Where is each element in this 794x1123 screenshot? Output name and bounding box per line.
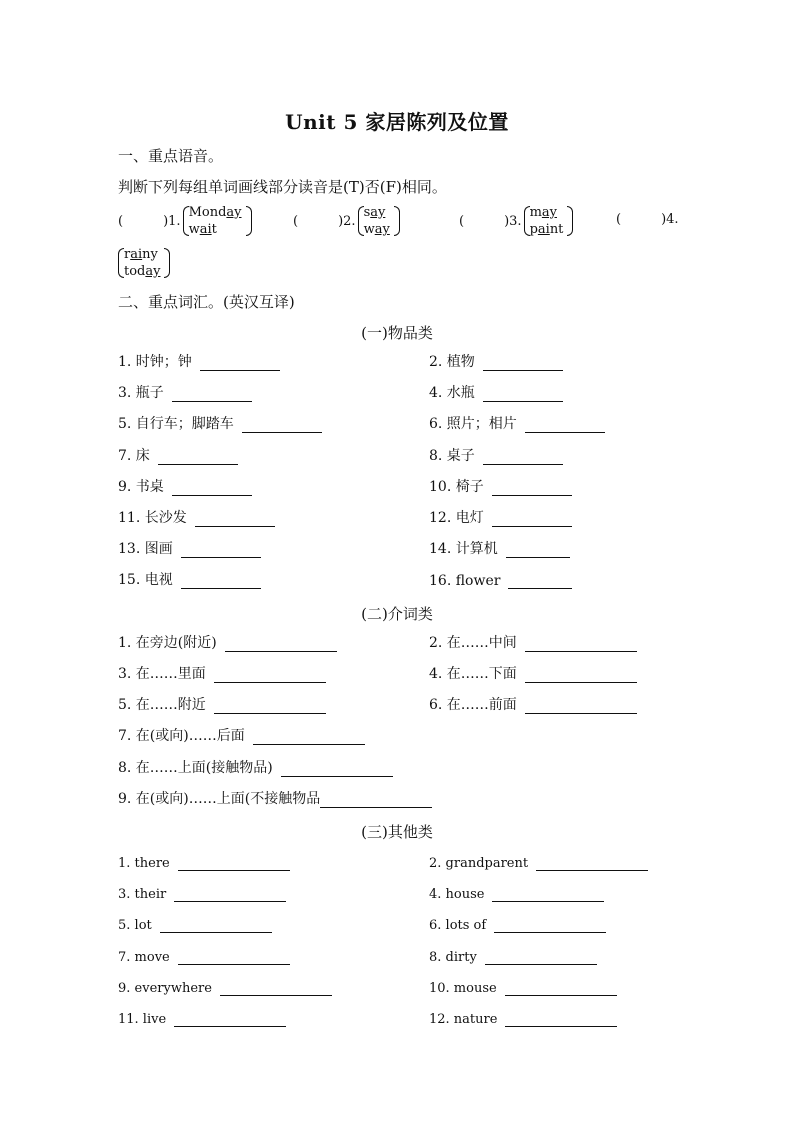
answer-blank[interactable] <box>181 543 261 558</box>
answer-blank[interactable] <box>320 793 432 808</box>
vocab-item: 4. house <box>429 882 604 902</box>
answer-blank[interactable] <box>242 418 322 433</box>
vocab-item: 10. mouse <box>429 976 617 996</box>
answer-blank[interactable] <box>214 699 326 714</box>
section1-heading: 一、重点语音。 <box>118 147 224 165</box>
answer-blank[interactable] <box>172 481 252 496</box>
group1-title: (一)物品类 <box>361 324 433 342</box>
vocab-item: 3. 瓶子 <box>118 382 252 402</box>
word-pair-4: rainy today <box>118 246 170 280</box>
phonics-item-2: ( )2. say way <box>293 204 400 238</box>
word-pair-3: may paint <box>524 204 574 238</box>
page-title: Unit 5 家居陈列及位置 <box>285 110 509 134</box>
vocab-item: 9. everywhere <box>118 976 332 996</box>
vocab-item: 8. 在……上面(接触物品) <box>118 757 393 777</box>
word-pair-1: Monday wait <box>183 204 252 238</box>
answer-blank[interactable] <box>253 730 365 745</box>
answer-blank[interactable] <box>525 699 637 714</box>
group2-title: (二)介词类 <box>361 605 433 623</box>
vocab-item: 3. 在……里面 <box>118 663 326 683</box>
vocab-item: 7. move <box>118 945 290 965</box>
vocab-item: 2. 在……中间 <box>429 632 637 652</box>
vocab-item: 6. 在……前面 <box>429 694 637 714</box>
answer-blank[interactable] <box>505 1012 617 1027</box>
answer-blank[interactable] <box>220 981 332 996</box>
vocab-item: 6. lots of <box>429 913 606 933</box>
vocab-item: 1. there <box>118 851 290 871</box>
answer-blank[interactable] <box>536 856 648 871</box>
vocab-item: 16. flower <box>429 569 572 589</box>
vocab-item: 5. lot <box>118 913 272 933</box>
section1-instruction: 判断下列每组单词画线部分读音是(T)否(F)相同。 <box>118 178 447 196</box>
phonics-item-4-words <box>118 246 170 280</box>
vocab-item: 5. 自行车；脚踏车 <box>118 413 322 433</box>
answer-blank[interactable] <box>200 356 280 371</box>
answer-blank[interactable] <box>483 356 563 371</box>
vocab-item: 4. 在……下面 <box>429 663 637 683</box>
answer-blank[interactable] <box>485 950 597 965</box>
vocab-item: 1. 在旁边(附近) <box>118 632 337 652</box>
answer-blank[interactable] <box>158 450 238 465</box>
phonics-item-3: ( )3. may paint <box>459 204 573 238</box>
vocab-item: 7. 在(或向)……后面 <box>118 725 365 745</box>
vocab-item: 14. 计算机 <box>429 538 570 558</box>
vocab-item: 5. 在……附近 <box>118 694 326 714</box>
answer-blank[interactable] <box>525 668 637 683</box>
vocab-item: 15. 电视 <box>118 569 261 589</box>
vocab-item: 6. 照片；相片 <box>429 413 605 433</box>
vocab-item: 1. 时钟；钟 <box>118 351 280 371</box>
vocab-item: 7. 床 <box>118 445 238 465</box>
answer-blank[interactable] <box>178 950 290 965</box>
answer-blank[interactable] <box>195 512 275 527</box>
phonics-item-4: ( )4. <box>616 212 679 227</box>
answer-blank[interactable] <box>506 543 570 558</box>
vocab-item: 11. 长沙发 <box>118 507 275 527</box>
answer-blank[interactable] <box>225 637 337 652</box>
vocab-item: 9. 在(或向)……上面(不接触物品 <box>118 788 432 808</box>
answer-blank[interactable] <box>160 918 272 933</box>
answer-blank[interactable] <box>492 512 572 527</box>
answer-blank[interactable] <box>174 887 286 902</box>
vocab-item: 11. live <box>118 1007 286 1027</box>
word-pair-2: say way <box>358 204 400 238</box>
answer-blank[interactable] <box>181 574 261 589</box>
section2-heading: 二、重点词汇。(英汉互译) <box>118 293 295 311</box>
vocab-item: 12. nature <box>429 1007 617 1027</box>
phonics-item-1: ( )1. Monday wait <box>118 204 252 238</box>
vocab-item: 13. 图画 <box>118 538 261 558</box>
answer-blank[interactable] <box>483 387 563 402</box>
answer-blank[interactable] <box>508 574 572 589</box>
vocab-item: 12. 电灯 <box>429 507 572 527</box>
answer-blank[interactable] <box>505 981 617 996</box>
vocab-item: 10. 椅子 <box>429 476 572 496</box>
vocab-item: 9. 书桌 <box>118 476 252 496</box>
vocab-item: 8. dirty <box>429 945 597 965</box>
vocab-item: 3. their <box>118 882 286 902</box>
answer-blank[interactable] <box>172 387 252 402</box>
answer-blank[interactable] <box>525 418 605 433</box>
group3-title: (三)其他类 <box>361 823 433 841</box>
vocab-item: 2. grandparent <box>429 851 648 871</box>
vocab-item: 4. 水瓶 <box>429 382 563 402</box>
answer-blank[interactable] <box>494 918 606 933</box>
answer-blank[interactable] <box>492 481 572 496</box>
answer-blank[interactable] <box>483 450 563 465</box>
answer-blank[interactable] <box>178 856 290 871</box>
answer-blank[interactable] <box>281 762 393 777</box>
vocab-item: 8. 桌子 <box>429 445 563 465</box>
answer-blank[interactable] <box>492 887 604 902</box>
vocab-item: 2. 植物 <box>429 351 563 371</box>
answer-blank[interactable] <box>214 668 326 683</box>
answer-blank[interactable] <box>525 637 637 652</box>
answer-blank[interactable] <box>174 1012 286 1027</box>
